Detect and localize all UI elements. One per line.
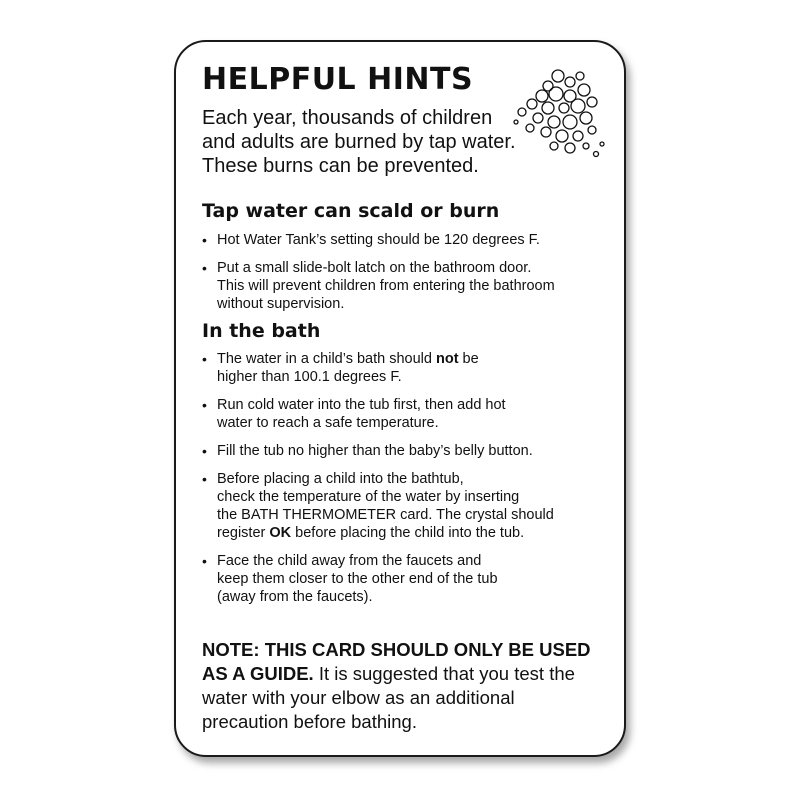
- note-line: [202, 662, 612, 686]
- list-item: [202, 442, 612, 460]
- note-line: water with your elbow as an additional: [202, 687, 515, 708]
- section-heading-bath: In the bath: [202, 320, 321, 342]
- text-segment: The water in a child’s bath should: [217, 351, 436, 367]
- list-item-text: [217, 350, 612, 368]
- list-item: [202, 231, 612, 249]
- intro-line: and adults are burned by tap water.: [202, 131, 516, 153]
- list-item-text: Before placing a child into the bathtub,: [217, 471, 464, 487]
- text-segment: be: [458, 351, 479, 367]
- list-item-text: without supervision.: [217, 296, 345, 312]
- bullet-icon: •: [202, 471, 207, 487]
- list-item-text: check the temperature of the water by inserting: [217, 489, 520, 505]
- list-item-text: Put a small slide-bolt latch on the bathroom door.: [217, 260, 532, 276]
- bullet-icon: •: [202, 232, 207, 248]
- intro-line: These burns can be prevented.: [202, 155, 479, 177]
- text-segment: register: [217, 525, 270, 541]
- list-item-text: Hot Water Tank’s setting should be 120 degrees F.: [217, 232, 540, 248]
- list-item-text: water to reach a safe temperature.: [217, 415, 439, 431]
- list-item-text: (away from the faucets).: [217, 589, 373, 605]
- list-item-text: Run cold water into the tub first, then add hot: [217, 397, 506, 413]
- note-lead-line: NOTE: THIS CARD SHOULD ONLY BE USED: [202, 639, 591, 660]
- text-segment: before placing the child into the tub.: [291, 525, 525, 541]
- list-item: [202, 396, 612, 432]
- intro-line: Each year, thousands of children: [202, 107, 493, 129]
- list-item-text: Face the child away from the faucets and: [217, 553, 482, 569]
- note-line: precaution before bathing.: [202, 711, 417, 732]
- tap-water-hints-list: [202, 231, 612, 323]
- list-item-text: Fill the tub no higher than the baby’s belly button.: [217, 443, 533, 459]
- bath-hints-list: [202, 350, 612, 616]
- hints-card: [174, 40, 626, 757]
- note-lead-text: AS A GUIDE.: [202, 663, 314, 684]
- list-item-text: the BATH THERMOMETER card. The crystal should: [217, 507, 554, 523]
- intro-text: [202, 106, 532, 178]
- emphasis-text: OK: [269, 525, 292, 541]
- section-heading-tap-water: Tap water can scald or burn: [202, 200, 500, 222]
- list-item: [202, 259, 612, 313]
- list-item: [202, 470, 612, 542]
- card-title: HELPFUL HINTS: [202, 62, 474, 97]
- list-item: [202, 552, 612, 606]
- bullet-icon: •: [202, 351, 207, 367]
- bullet-icon: •: [202, 443, 207, 459]
- note-paragraph: [202, 638, 612, 734]
- list-item-text: higher than 100.1 degrees F.: [217, 369, 402, 385]
- list-item: [202, 350, 612, 386]
- list-item-text: [217, 524, 612, 542]
- bullet-icon: •: [202, 553, 207, 569]
- emphasis-text: not: [435, 351, 459, 367]
- list-item-text: keep them closer to the other end of the tub: [217, 571, 498, 587]
- list-item-text: This will prevent children from entering the bathroom: [217, 278, 555, 294]
- bullet-icon: •: [202, 260, 207, 276]
- bullet-icon: •: [202, 397, 207, 413]
- text-segment: It is suggested that you test the: [313, 663, 575, 684]
